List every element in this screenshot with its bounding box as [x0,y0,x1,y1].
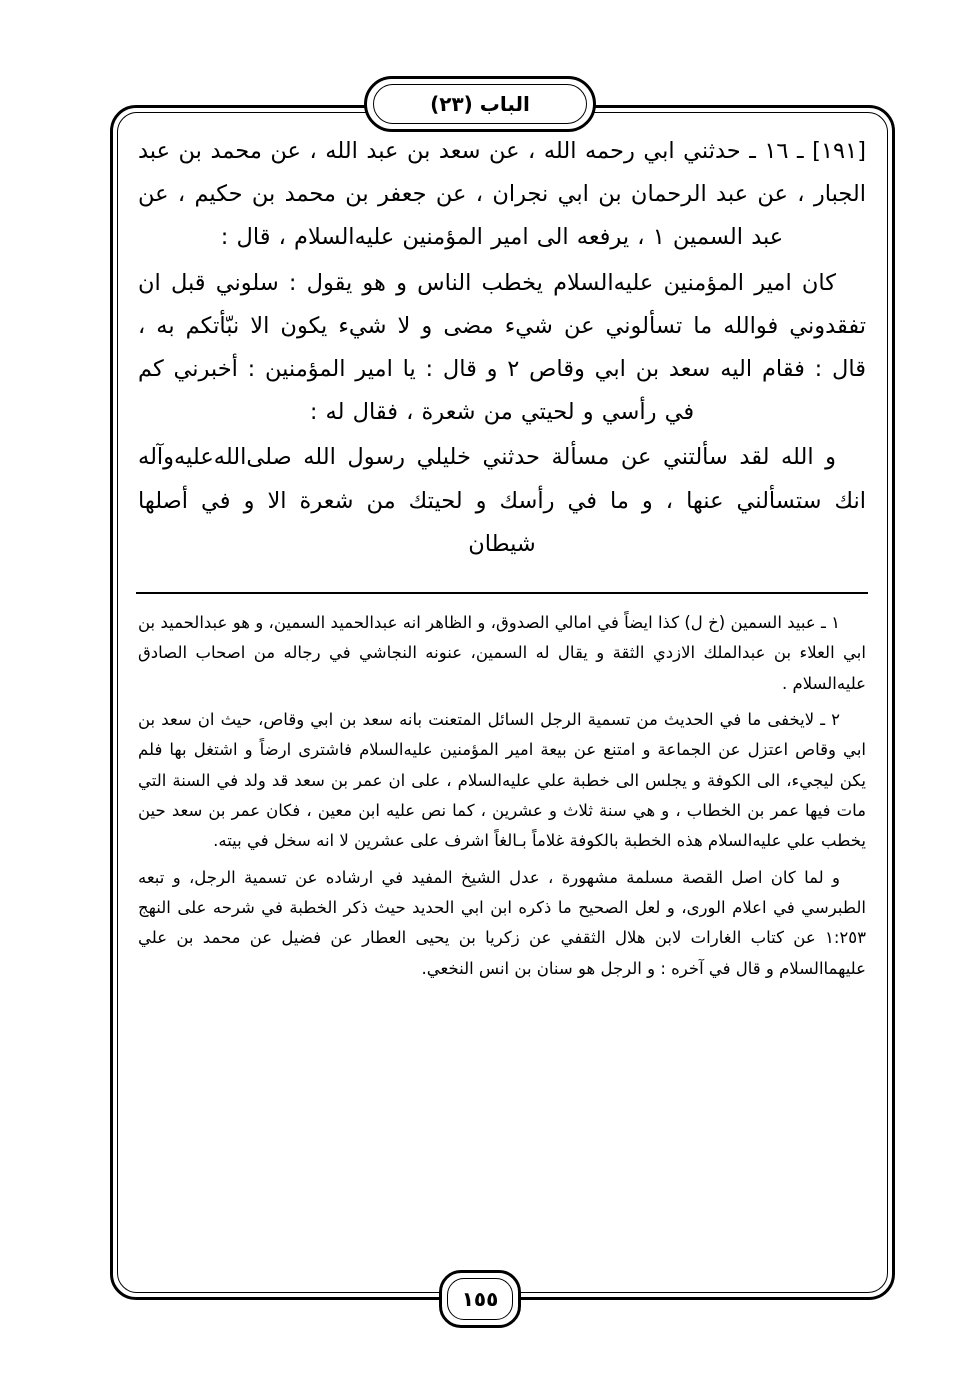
footnote-2: ٢ ـ لايخفى ما في الحديث من تسمية الرجل السائل المتعنت بانه سعد بن ابي وقاص، حيث ان سعد بن ابي وقاص اعتزل عن الجماعة و امتنع عن بيعة امير المؤمنين عليه‌السلام فاشترى ارضاً و اشتغل بها فلم يكن ليجيء، الى الكوفة و يجلس الى خطبة علي عليه‌السلام ، على ان عمر بن سعد قد ولد في السنة التي مات فيها عمر بن الخطاب ، و هي سنة ثلاث و عشرين ، كما نص عليه ابن معين ، فكان عمر بن سعد حين يخطب علي عليه‌السلام هذه الخطبة بالكوفة غلاماً بـالغاً اشرف على عشرين لا انه سخل في بيته. [138,709,866,851]
footnote-2-continuation: و لما كان اصل القصة مسلمة مشهورة ، عدل الشيخ المفيد في ارشاده عن تسمية الرجل، و تبعه الطبرسي في اعلام الورى، و لعل الصحيح ما ذكره ابن ابي الحديد حيث ذكر الخطبة في شرحه على النهج ١:٢٥٣ عن كتاب الغارات لابن هلال الثقفي عن زكريا بن يحيى العطار عن فضيل عن محمد بن علي عليهما‌السلام و قال في آخره : و الرجل هو سنان بن انس النخعي. [138,867,866,978]
page-number-badge [439,1270,521,1328]
hadith-matn-paragraph-1: كان امير المؤمنين عليه‌السلام يخطب الناس و هو يقول : سلوني قبل ان تفقدوني فوالله ما تسألوني عن شيء مضى و لا شيء يكون الا نبّأتكم به ، قال : فقام اليه سعد بن ابي وقاص ٢ و قال : يا امير المؤمنين : أخبرني كم في رأسي و لحيتي من شعرة ، فقال له : [138,269,866,426]
footnote-separator-rule [136,592,868,594]
page-content-column [134,130,870,1270]
chapter-header-label: الباب (٢٣) [430,92,530,116]
chapter-header-badge [364,76,596,132]
hadith-isnad-paragraph: [١٩١] ـ ١٦ ـ حدثني ابي رحمه الله ، عن سعد بن عبد الله ، عن محمد بن عبد الجبار ، عن عبد الرحمان بن ابي نجران ، عن جعفر بن محمد بن حكيم ، عن عبد السمين ١ ، يرفعه الى امير المؤمنين عليه‌السلام ، قال : [138,138,866,251]
footnotes-section [134,608,870,984]
page-number-label: ١٥٥ [461,1287,499,1311]
hadith-matn-paragraph-2: و الله لقد سألتني عن مسألة حدثني خليلي رسول الله صلى‌الله‌عليه‌وآله انك ستسألني عنها ، و ما في رأسك و لحيتك من شعرة الا و في أصلها شيطان [138,444,866,557]
hadith-main-body [134,130,870,566]
footnote-1: ١ ـ عبيد السمين (خ ل) كذا ايضاً في امالي الصدوق، و الظاهر انه عبدالحميد السمين، و هو عبدالحميد بن ابي العلاء بن عبدالملك الازدي الثقة و يقال له السمين، عنونه النجاشي في رجاله من اصحاب الصادق عليه‌السلام . [138,612,866,693]
